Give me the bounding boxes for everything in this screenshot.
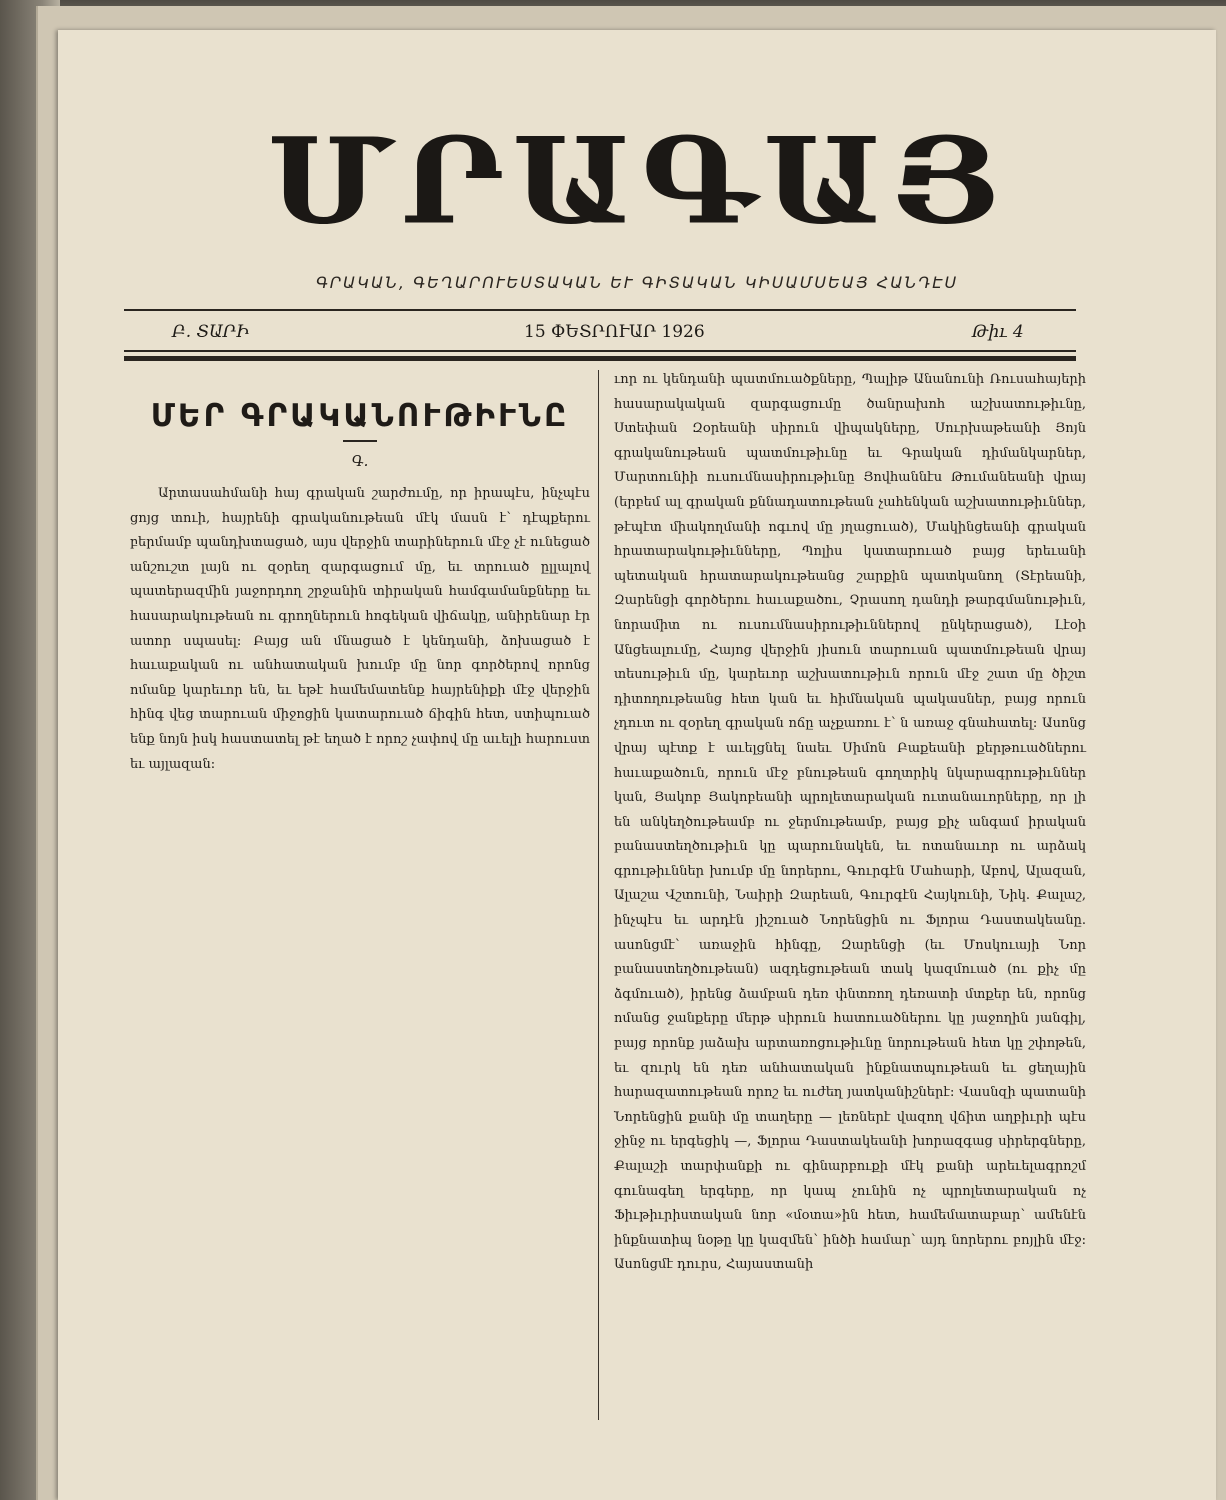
masthead-title: ՄՐԱԳԱՅ: [267, 113, 1007, 251]
column-divider: [598, 370, 599, 1420]
left-column: [130, 368, 590, 777]
newspaper-page: [58, 30, 1216, 1500]
article-paragraph: ւոր ու կենդանի պատմուածքները, Պալիթ Անանունի Ռուսահայերի հասարակական զարգացումը ծանրախոհ աշխատութիւնը, Ստեփան Զօրեանի սիրուն վիպակները, Սուրխաթեանի Յոյն գրականութեան պատմութիւնը եւ Գրական դիմանկարներ, Մարտունիի ուսումնասիրութիւնը Յովհաննէս Թումանեանի վրայ (երբեմ ալ գրական քննադատութեան չահենկան աշխատութիւններ, թէպէտ միակողմանի ոգւով մը յղացուած), Մակինցեանի գրական հրատարակութիւնները, Պոլիս կատարուած բայց երեւանի պետական հրատարակութեանց շարքին պատկանող (Տէրեանի, Զարենցի գործերու հաւաքածու, Չրասող դանդի թարգմանութիւն, նորամիտ ու ուսումնասիրութիւններով ընկերացած), Լէօի Անցեալումը, Հայոց վերջին յիսուն տարուան պատմութեան վրայ տեսութիւն մը, կարեւոր աշխատութիւն որուն մէջ շատ մը ծիշտ դիտողութեանց հետ կան եւ հիմնական պակասներ, բայց որուն չդուտ ու զօրեղ գրական ոճը աչքառու է՝ ն առաջ գնահատել։ Ասոնց վրայ պէտք է աւելցնել նաեւ Սիմոն Բաքեանի քերթուածներու հաւաքածուն, որուն մէջ բնութեան գողտրիկ նկարագրութիւններ կան, Յակոբ Յակոբեանի պրոլետարական ուտանաւորները, որ լի են անկեղծութեամբ ու ջերմութեամբ, բայց քիչ անգամ իրական բանաստեղծութիւն կը պարունակեն, եւ ոտանաւոր ու արձակ գրութիւններ խումբ մը նորերու, Գուրգէն Մահարի, Աբով, Ալազան, Ալաշա Վշտունի, Նաիրի Զարեան, Գուրգէն Հայկունի, Նիկ. Քալաշ, ինչպէս եւ արդէն յիշուած Նորենցին ու Ֆլորա Դաստակեանը. ասոնցմէ՝ առաջին հինգը, Զարենցի (եւ Մոսկուայի Նոր բանաստեղծութեան) ազդեցութեան տակ կազմուած (ու քիչ մը ձգմուած), իրենց ձամբան դեռ փնտռող դեռատի մտքեր են, որոնց ոմանց ջանքերը մերթ սիրուն հատուածներու կը յաջողին յանգիլ, բայց որոնք յաձախ արտառոցութիւնը նորութեան հետ կը շփոթեն, եւ զուրկ են դեռ անհատական ինքնատպութեան եւ ցեղային հարազատութեան որոշ եւ ուժեղ յատկանիշներէ։ Վասնզի պատանի Նորենցին քանի մը տաղերը — լեռներէ վազող վճիտ աղբիւրի պէս ջինջ ու երգեցիկ —, Ֆլորա Դաստակեանի խորազգաց սիրերգները, Քալաշի տարփանքի ու գինարբուքի մէկ քանի արեւելագրոշմ գունագեղ երգերը, որ կապ չունին ոչ պրոլետարական ոչ Ֆիւթիւրիստական նոր «մօտա»ին հետ, համեմատաբար՝ ամենէն ինքնատիպ նօթը կը կազմեն՝ ինծի համար՝ այդ նորերու բոյլին մէջ։ Ասոնցմէ դուրս, Հայաստանի: [614, 372, 1086, 1273]
year-label: Բ. ՏԱՐԻ: [172, 322, 250, 342]
issue-date: 15 ՓԵՏՐՈՒԱՐ 1926: [524, 322, 705, 342]
article-title: ՄԵՐ ԳՐԱԿԱՆՈՒԹԻՒՆԸ: [150, 398, 570, 434]
title-underline: [343, 440, 377, 442]
section-number: Գ.: [351, 452, 369, 470]
header-rule-top: [124, 309, 1076, 311]
header-rule-middle: [124, 350, 1076, 352]
masthead-subtitle: ԳՐԱԿԱՆ, ԳԵՂԱՐՈՒԵՍՏԱԿԱՆ ԵՒ ԳԻՏԱԿԱՆ ԿԻՍԱՄՍԵԱՅ ՀԱՆԴԷՍ: [315, 273, 959, 292]
article-paragraph: Արտասահմանի հայ գրական շարժումը, որ իրապէս, ինչպէս ցոյց տուի, հայրենի գրականութեան մէկ մասն է՝ դէպքերու բերմամբ պանդխտացած, այս վերջին տարիներուն մէջ չէ ունեցած անշուշտ լայն ու զօրեղ զարգացում մը, եւ տրուած ըլլալով պատերազմին յաջորդող շրջանին տիրական համգամանքները եւ հասարակութեան ու գրողներուն հոգեկան վիճակը, անիրենար էր ատոր սպասել։ Բայց ան մնացած է կենդանի, ձոխացած է հաւաքական ու անհատական խումբ մը նոր գործերով որոնց ոմանք կարեւոր են, եւ եթէ համեմատենք հայրենիքի մէջ վերջին հինգ վեց տարուան միջոցին կատարուած ճիգին հետ, ստիպուած ենք նոյն իսկ հաստատել թէ եղած է որոշ չափով մը աւելի հարուստ եւ այլազան։: [130, 486, 590, 772]
right-column: [614, 368, 1086, 1278]
header-rule-bottom: [124, 356, 1076, 361]
issue-number: Թիւ 4: [972, 322, 1024, 342]
